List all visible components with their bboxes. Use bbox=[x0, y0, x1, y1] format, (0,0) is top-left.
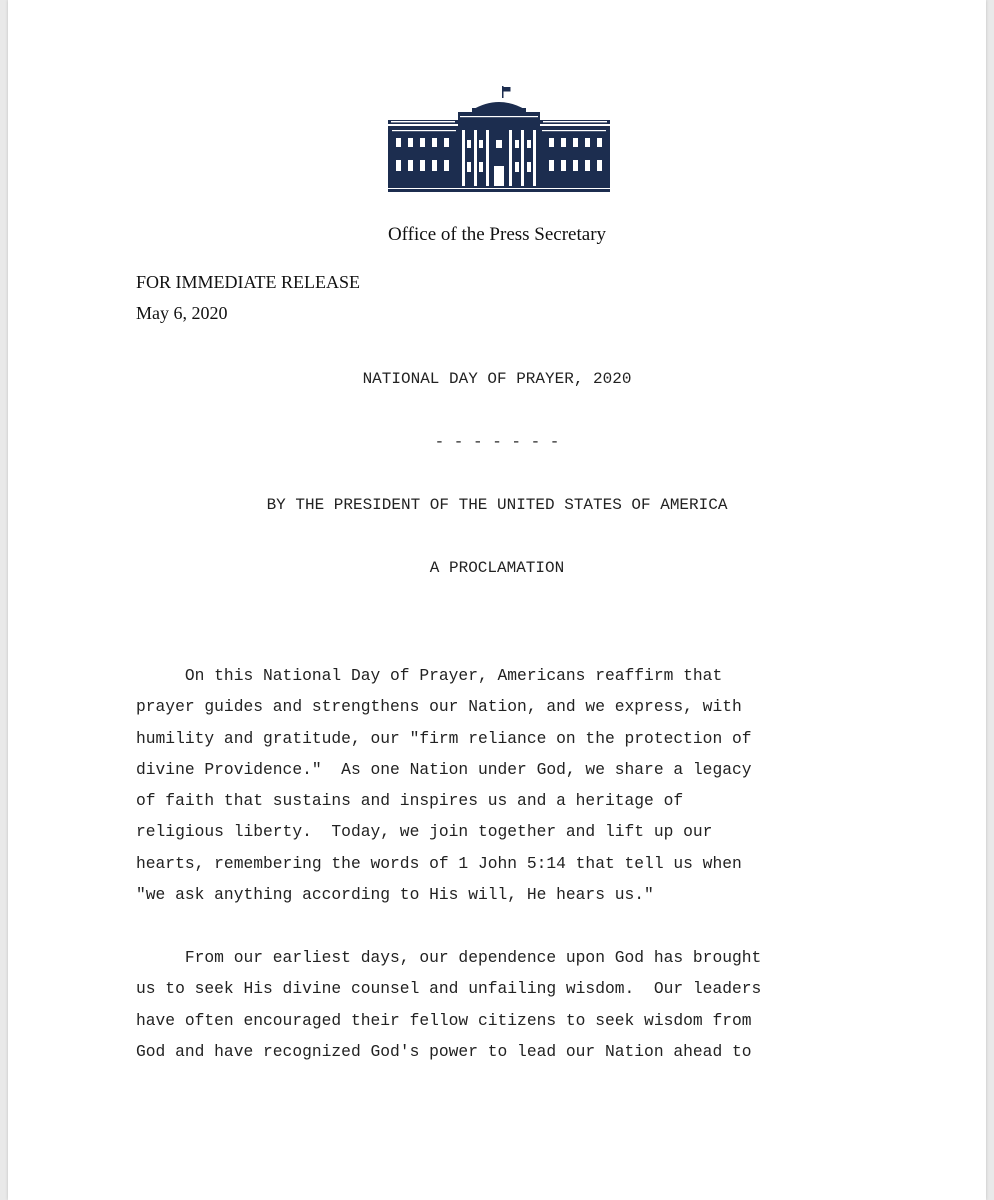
paragraph-line: God and have recognized God's power to lead our Nation ahead to bbox=[136, 1041, 752, 1061]
body-paragraph-1 bbox=[136, 660, 876, 910]
proclamation-title: NATIONAL DAY OF PRAYER, 2020 bbox=[362, 370, 632, 388]
paragraph-line: religious liberty. Today, we join together and lift up our bbox=[136, 822, 713, 842]
paragraph-line: On this National Day of Prayer, Americans reaffirm that bbox=[136, 666, 723, 685]
office-heading: Office of the Press Secretary bbox=[387, 224, 607, 245]
body-paragraph-2 bbox=[136, 942, 876, 1067]
document-page bbox=[8, 0, 986, 1200]
white-house-logo bbox=[388, 86, 610, 192]
paragraph-line: humility and gratitude, our "firm reliance on the protection of bbox=[136, 728, 752, 748]
paragraph-line: prayer guides and strengthens our Nation, and we express, with bbox=[136, 697, 742, 717]
paragraph-line: "we ask anything according to His will, He hears us." bbox=[136, 885, 654, 905]
paragraph-line: us to seek His divine counsel and unfailing wisdom. Our leaders bbox=[136, 979, 762, 999]
paragraph-line: of faith that sustains and inspires us and a heritage of bbox=[136, 791, 684, 811]
proclamation-heading: A PROCLAMATION bbox=[429, 559, 565, 577]
paragraph-line: hearts, remembering the words of 1 John 5:14 that tell us when bbox=[136, 853, 742, 873]
by-president-line: BY THE PRESIDENT OF THE UNITED STATES OF AMERICA bbox=[266, 496, 728, 514]
release-date: May 6, 2020 bbox=[136, 303, 228, 323]
paragraph-line: From our earliest days, our dependence upon God has brought bbox=[136, 948, 762, 967]
paragraph-line: have often encouraged their fellow citizens to seek wisdom from bbox=[136, 1010, 752, 1030]
separator-dashes: - - - - - - - bbox=[434, 433, 560, 451]
release-label: FOR IMMEDIATE RELEASE bbox=[136, 272, 360, 292]
paragraph-line: divine Providence." As one Nation under God, we share a legacy bbox=[136, 759, 752, 779]
